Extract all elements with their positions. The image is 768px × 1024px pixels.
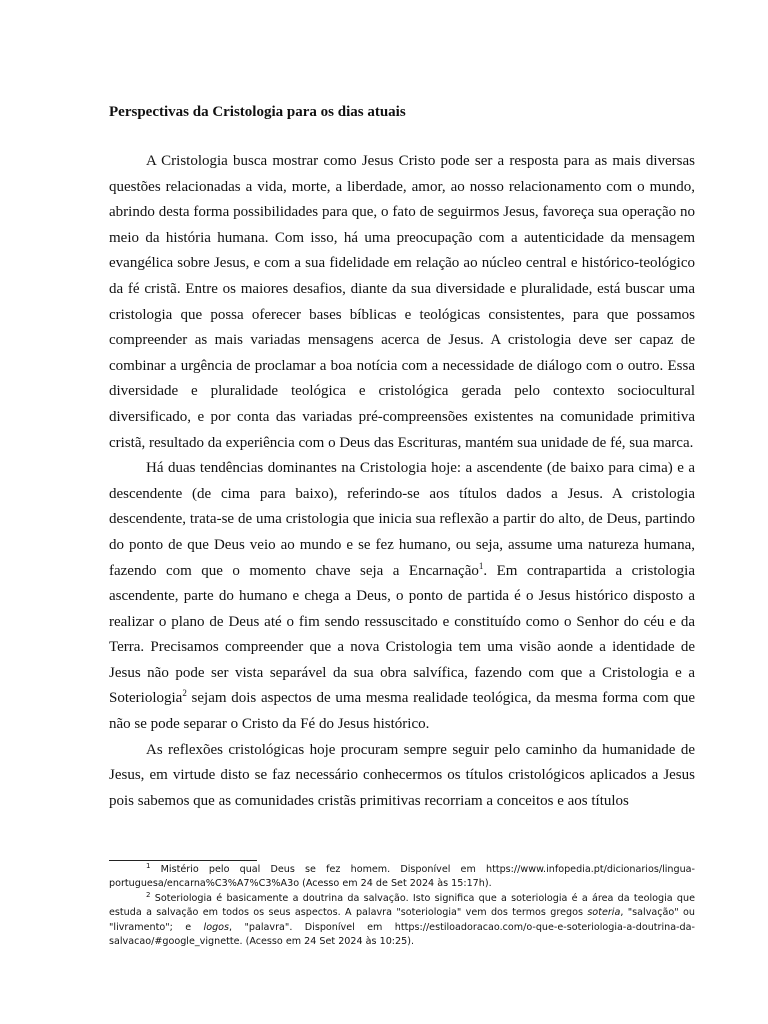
footnote-2-text-b: , "salvação" ou "livramento"; e <box>109 907 695 933</box>
document-title: Perspectivas da Cristologia para os dias atuais <box>109 104 406 120</box>
paragraph-2 <box>109 456 695 738</box>
footnote-2-text-c: , "palavra". Disponível em https://estiloadoracao.com/o-que-e-soteriologia-a-doutrina-da-salvacao/#google_vignette. (Acesso em 24 Set 2024 às 10:25). <box>109 921 695 948</box>
footnote-1-number: 1 <box>146 862 151 870</box>
footnotes <box>109 863 695 949</box>
paragraph-1: A Cristologia busca mostrar como Jesus Cristo pode ser a resposta para as mais diversas questões relacionadas a vida, morte, a liberdade, amor, ao nosso relacionamento com o mundo, abrindo desta forma possibilidades para que, o fato de seguirmos Jesus, favoreça sua operação no meio da história humana. Com isso, há uma preocupação com a autenticidade da mensagem evangélica sobre Jesus, e com a sua fidelidade em relação ao núcleo central e histórico-teológico da fé cristã. Entre os maiores desafios, diante da sua diversidade e pluralidade, está buscar uma cristologia que possa oferecer bases bíblicas e teológicas consistentes, para que possamos compreender as mais variadas mensagens acerca de Jesus. A cristologia deve ser capaz de combinar a urgência de proclamar a boa notícia com a necessidade de diálogo com o outro. Essa diversidade e pluralidade teológica e cristológica gerada pelo contexto sociocultural diversificado, e por conta das variadas pré-compreensões existentes na comunidade primitiva cristã, resultado da experiência com o Deus das Escrituras, mantém sua unidade de fé, sua marca. <box>109 153 695 451</box>
paragraph-2-text-c: sejam dois aspectos de uma mesma realidade teológica, da mesma forma com que não se pode separar o Cristo da Fé do Jesus histórico. <box>109 690 695 733</box>
paragraph-2-text-a: Há duas tendências dominantes na Cristologia hoje: a ascendente (de baixo para cima) e a descendente (de cima para baixo), referindo-se aos títulos dados a Jesus. A cristologia descendente, trata-se de uma cristologia que inicia sua reflexão a partir do alto, de Deus, partindo do ponto de que Deus veio ao mundo e se fez humano, ou seja, assume uma natureza humana, fazendo com que o momento chave seja a Encarnação <box>109 460 695 579</box>
footnote-1-text: Mistério pelo qual Deus se fez homem. Disponível em https://www.infopedia.pt/dicionarios/lingua-portuguesa/encarna%C3%A7%C3%A3o (Acesso em 24 de Set 2024 às 15:17h). <box>109 864 695 890</box>
footnote-2-term-soteria: soteria <box>587 907 621 919</box>
footnote-separator <box>109 860 257 861</box>
paragraph-3: As reflexões cristológicas hoje procuram sempre seguir pelo caminho da humanidade de Jesus, em virtude disto se faz necessário conhecermos os títulos cristológicos aplicados a Jesus pois sabemos que as comunidades cristãs primitivas recorriam a conceitos e aos títulos <box>109 741 695 809</box>
document-body <box>109 149 695 814</box>
footnote-ref-1[interactable]: 1 <box>478 560 484 571</box>
footnote-ref-2[interactable]: 2 <box>182 688 187 699</box>
footnote-2 <box>109 892 695 950</box>
footnote-2-text-a: Soteriologia é basicamente a doutrina da salvação. Isto significa que a soteriologia é a área da teologia que estuda a salvação em todos os seus aspectos. A palavra "soteriologia" vem dos termos gregos <box>109 892 695 919</box>
footnote-2-number: 2 <box>146 890 151 899</box>
paragraph-2-text-b: . Em contrapartida a cristologia ascendente, parte do humano e chega a Deus, o ponto de partida é o Jesus histórico disposto a realizar o plano de Deus até o fim sendo ressuscitado e constituído como o Senhor do céu e da Terra. Precisamos compreender que a nova Cristologia tem uma visão aonde a identidade de Jesus não pode ser vista separável da sua obra salvífica, fazendo com que a Cristologia e a Soteriologia <box>109 562 695 707</box>
footnote-1 <box>109 863 695 892</box>
footnote-2-term-logos: logos <box>203 921 230 933</box>
